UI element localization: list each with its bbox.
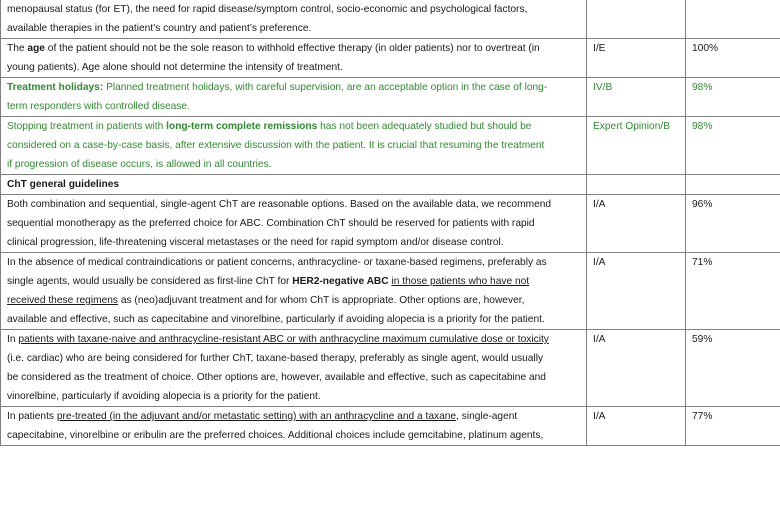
evidence-level: I/A <box>587 253 686 330</box>
consensus-percent: 100% <box>686 39 780 78</box>
table-row <box>1 117 780 175</box>
consensus-percent <box>686 0 780 39</box>
table-row <box>1 195 780 253</box>
section-heading-row <box>1 175 780 195</box>
consensus-percent: 98% <box>686 117 780 175</box>
evidence-level: I/A <box>587 407 686 446</box>
recommendation-text: Both combination and sequential, single-agent ChT are reasonable options. Based on the available data, we recommend sequential monotherapy as the preferred choice for ABC. Combination ChT should be reserved for patients with rapid clinical progression, life-threatening visceral metastases or the need for rapid symptom and/or disease control. <box>1 195 587 253</box>
recommendation-text: Stopping treatment in patients with long-term complete remissions has not been adequately studied but should be considered on a case-by-case basis, after extensive discussion with the patient. It is crucial that resuming the treatment if progression of disease occurs, is allowed in all countries. <box>1 117 587 175</box>
table-row <box>1 78 780 117</box>
evidence-level: I/A <box>587 195 686 253</box>
consensus-percent: 96% <box>686 195 780 253</box>
table-row <box>1 0 780 39</box>
table-row <box>1 407 780 446</box>
evidence-level: I/E <box>587 39 686 78</box>
consensus-percent: 77% <box>686 407 780 446</box>
evidence-level: Expert Opinion/B <box>587 117 686 175</box>
section-heading: ChT general guidelines <box>1 175 587 195</box>
table-row <box>1 330 780 407</box>
recommendation-text: menopausal status (for ET), the need for rapid disease/symptom control, socio-economic and psychological factors, available therapies in the patient’s country and patient’s preference. <box>1 0 587 39</box>
evidence-level: I/A <box>587 330 686 407</box>
recommendation-text: In the absence of medical contraindications or patient concerns, anthracycline- or taxane-based regimens, preferably as single agents, would usually be considered as first-line ChT for HER2-negative ABC in those patients who have not received these regimens as (neo)adjuvant treatment and for whom ChT is appropriate. Other options are, however, available and effective, such as capecitabine and vinorelbine, particularly if avoiding alopecia is a priority for the patient. <box>1 253 587 330</box>
recommendation-text: The age of the patient should not be the sole reason to withhold effective therapy (in older patients) nor to overtreat (in young patients). Age alone should not determine the intensity of treatment. <box>1 39 587 78</box>
table-row <box>1 253 780 330</box>
recommendation-text: In patients with taxane-naive and anthracycline-resistant ABC or with anthracycline maximum cumulative dose or toxicity (i.e. cardiac) who are being considered for further ChT, taxane-based therapy, preferably as single agent, would usually be considered as the treatment of choice. Other options are, however, available and effective, such as capecitabine and vinorelbine, particularly if avoiding alopecia is a priority for the patient. <box>1 330 587 407</box>
consensus-percent: 98% <box>686 78 780 117</box>
consensus-percent: 71% <box>686 253 780 330</box>
recommendation-text: Treatment holidays: Planned treatment holidays, with careful supervision, are an acceptable option in the case of long- term responders with controlled disease. <box>1 78 587 117</box>
recommendation-text: In patients pre-treated (in the adjuvant and/or metastatic setting) with an anthracycline and a taxane, single-agent capecitabine, vinorelbine or eribulin are the preferred choices. Additional choices include gemcitabine, platinum agents, <box>1 407 587 446</box>
consensus-percent: 59% <box>686 330 780 407</box>
evidence-level: IV/B <box>587 78 686 117</box>
table-row <box>1 39 780 78</box>
evidence-level <box>587 0 686 39</box>
